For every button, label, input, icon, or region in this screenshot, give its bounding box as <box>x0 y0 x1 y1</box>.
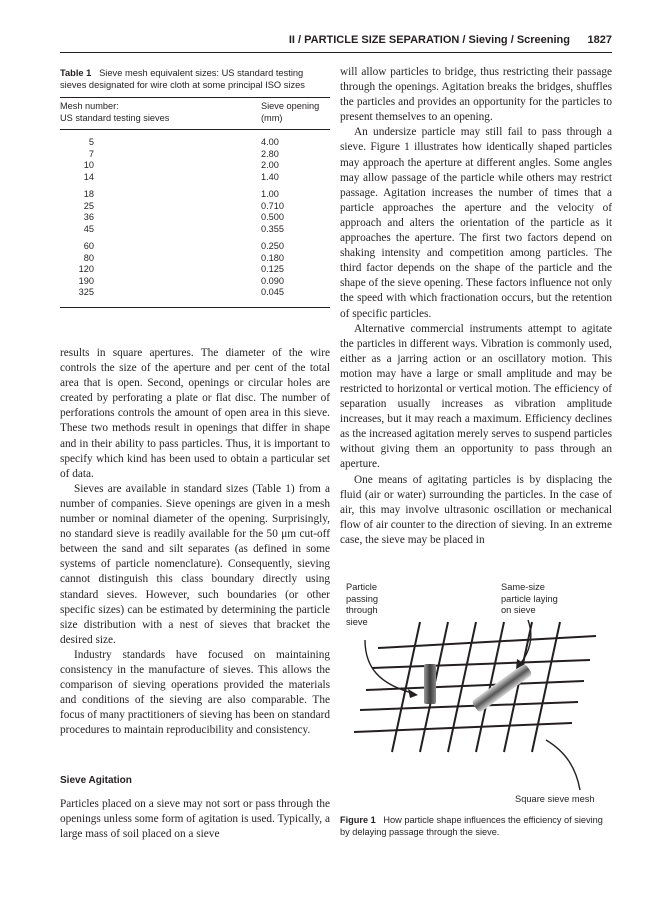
label-same-size-line-1: Same-size <box>501 582 545 592</box>
table-caption-line-2: sieves designated for wire cloth at some principal ISO sizes <box>60 79 305 90</box>
col1-header-line-2: US standard testing sieves <box>60 112 170 123</box>
table-cell-mesh: 45 <box>83 223 94 234</box>
label-passing-line-4: sieve <box>346 616 368 627</box>
label-passing-line-1: Particle <box>346 582 378 592</box>
mesh-line-h2 <box>372 660 590 668</box>
table-cell-opening: 0.500 <box>261 212 284 222</box>
label-same-size-line-3: on sieve <box>501 605 536 615</box>
table-cell-mesh: 14 <box>83 171 94 182</box>
table-cell-opening: 1.00 <box>261 189 279 199</box>
label-passing-line-2: passing <box>346 593 379 604</box>
mesh-line-v6 <box>532 622 560 752</box>
paragraph: Industry standards have focused on maintaining consistency in the manufacture of sieves. This allows the comparison of sieving operations provided the materials and conditions of the sieving are also comparable. The focus of many practitioners of sieving has been on standard procedures to maintain reproducibility and consistency. <box>60 648 330 737</box>
mesh-line-h5 <box>354 723 572 732</box>
mesh-grid <box>354 622 596 752</box>
table-cell-opening: 4.00 <box>261 137 279 147</box>
paragraph: Alternative commercial instruments attempt to agitate the particles in different ways. Vibration is commonly used, either as a jarring action or an oscillatory motion. This motion may have a large or small amplitude and may be restricted to horizontal or vertical motion. The efficiency of separation usually increases as vibration amplitude increases, but it may reach a maximum. Efficiency declines as the increased agitation merely serves to suspend particles without giving them an opportunity to pass through an aperture. <box>340 322 612 471</box>
paragraph: will allow particles to bridge, thus restricting their passage through the openings. Agitation breaks the bridges, shuffles the particles and provides an opportunity for the particles to present themselves to an opening. <box>340 66 612 124</box>
figure-label: Figure 1 <box>340 815 376 825</box>
paragraph: An undersize particle may still fail to pass through a sieve. Figure 1 illustrates how identically shaped particles may approach the aperture at different angles. Some angles may allow passage of the particle while others may restrict passage. Agitation increases the number of times that a particle approaches the aperture and the velocity of approach and alters the orientation of the particle as it approaches the aperture. The first two factors depend on shaking intensity and competition among particles. The third factor depends on the shape of the particle and the shape of the sieve opening. These factors influence not only the speed with which fractionation occurs, but the retention of specific particles. <box>340 126 612 320</box>
mesh-line-h1 <box>378 636 596 648</box>
page-number: 1827 <box>587 34 612 46</box>
table-cell-opening: 0.355 <box>261 223 284 234</box>
table-caption-line-1: Sieve mesh equivalent sizes: US standard testing <box>99 68 304 78</box>
col1-header-line-1: Mesh number: <box>60 101 119 111</box>
table-cell-opening: 0.180 <box>261 252 284 263</box>
table-cell-mesh: 36 <box>83 212 94 222</box>
col2-header-line-1: Sieve opening <box>261 101 320 111</box>
label-passing-line-3: through <box>346 605 378 615</box>
table-cell-opening: 0.710 <box>261 200 284 211</box>
leader-line-laying <box>520 620 531 664</box>
table-cell-mesh: 120 <box>78 264 94 274</box>
section-heading: Sieve Agitation <box>60 775 132 786</box>
table-cell-mesh: 25 <box>83 200 94 211</box>
table-cell-mesh: 80 <box>83 252 94 263</box>
table-cell-opening: 2.80 <box>261 148 279 159</box>
table-cell-opening: 2.00 <box>261 160 279 170</box>
table-label: Table 1 <box>60 68 92 78</box>
mesh-line-h4 <box>360 702 578 710</box>
table-cell-mesh: 5 <box>88 137 94 147</box>
figure-caption-text: How particle shape influences the efficiency of sieving by delaying passage through the sieve. <box>340 815 603 837</box>
table-cell-opening: 0.250 <box>261 241 284 251</box>
paragraph: One means of agitating particles is by displacing the fluid (air or water) surrounding the particles. In the case of air, this may involve ultrasonic oscillation or mechanical flow of air counter to the direction of sieving. In an extreme case, the sieve may be placed in <box>340 473 612 546</box>
col2-header-line-2: (mm) <box>261 112 283 123</box>
table-cell-mesh: 7 <box>88 148 94 159</box>
table-cell-opening: 0.045 <box>261 287 284 297</box>
figure-caption <box>340 815 612 839</box>
table-cell-mesh: 18 <box>83 189 94 199</box>
paragraph: Sieves are available in standard sizes (Table 1) from a number of companies. Sieve openings are given in a mesh number or nominal diameter of the opening. Surprisingly, no standard sieve is readily available for the 50 μm cut-off between the sand and silt separates (as defined in some systems of particle nomenclature). Consequently, sieving cannot distinguish this class boundary directly using standard sieves. However, such boundaries (or other specific sizes) can be estimated by determining the particle size distribution with a nest of sieves that bracket the desired size. <box>60 482 330 646</box>
particle-passing-through-sieve <box>424 664 436 704</box>
table-cell-opening: 0.090 <box>261 275 284 286</box>
label-square-sieve-mesh: Square sieve mesh <box>515 794 595 804</box>
leader-arrowhead-passing <box>408 689 418 698</box>
table-cell-opening: 0.125 <box>261 264 284 274</box>
paragraph: Particles placed on a sieve may not sort or pass through the openings unless some form of agitation is used. Typically, a large mass of soil placed on a sieve <box>60 798 330 841</box>
table-cell-mesh: 60 <box>83 241 94 251</box>
running-title: II / PARTICLE SIZE SEPARATION / Sieving / Screening <box>288 34 570 46</box>
table-cell-mesh: 325 <box>78 287 94 297</box>
paragraph: results in square apertures. The diameter of the wire controls the size of the aperture and per cent of the total area that is open. Second, openings or circular holes are created by perforating a plate or flat disc. The number of perforations controls the amount of open area in this sieve. These two methods result in openings that differ in shape and in their ability to pass particles. Thus, it is important to specify which kind has been used to obtain a particular set of data. <box>60 347 330 480</box>
table-cell-mesh: 190 <box>78 275 94 286</box>
table-cell-mesh: 10 <box>83 160 94 170</box>
leader-line-mesh <box>546 740 580 790</box>
table-cell-opening: 1.40 <box>261 171 279 182</box>
label-same-size-line-2: particle laying <box>501 593 558 604</box>
